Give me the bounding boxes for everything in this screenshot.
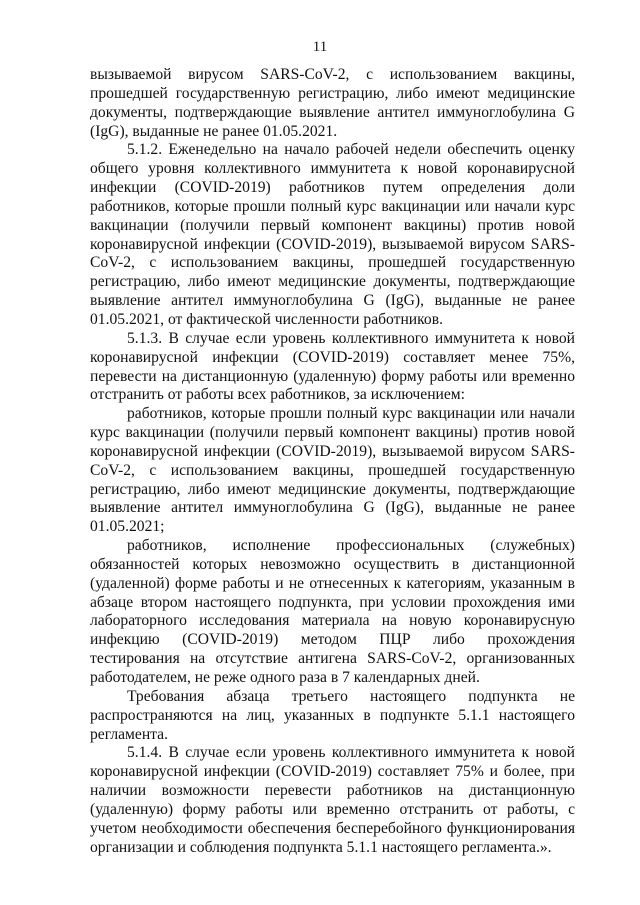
paragraph-5-1-2: 5.1.2. Еженедельно на начало рабочей недели обеспечить оценку общего уровня коллективного иммунитета к новой коронавирусной инфекции (COVID-2019) работников путем определения доли работников, которые прошли полный курс вакцинации или начали курс вакцинации (получили первый компонент вакцины) против новой коронавирусной инфекции (COVID-2019), вызываемой вирусом SARS-CoV-2, с использованием вакцины, прошедшей государственную регистрацию, либо имеют медицинские документы, подтверждающие выявление антител иммуноглобулина G (IgG), выданные не ранее 01.05.2021, от фактической численности работников. [90,141,575,328]
paragraph-exception-vaccinated: работников, которые прошли полный курс вакцинации или начали курс вакцинации (получили первый компонент вакцины) против новой коронавирусной инфекции (COVID-2019), вызываемой вирусом SARS-CoV-2, с использованием вакцины, прошедшей государственную регистрацию, либо имеют медицинские документы, подтверждающие выявление антител иммуноглобулина G (IgG), выданные не ранее 01.05.2021; [90,405,575,536]
paragraph-continuation: вызываемой вирусом SARS-CoV-2, с использованием вакцины, прошедшей государственную регистрацию, либо имеют медицинские документы, подтверждающие выявление антител иммуноглобулина G (IgG), выданные не ранее 01.05.2021. [90,66,575,140]
paragraph-5-1-4: 5.1.4. В случае если уровень коллективного иммунитета к новой коронавирусной инфекции (COVID-2019) составляет 75% и более, при наличии возможности перевести работников на дистанционную (удаленную) форму работы или временно отстранить от работы, с учетом необходимости обеспечения бесперебойного функционирования организации и соблюдения подпункта 5.1.1 настоящего регламента.». [90,744,575,856]
paragraph-exception-tested: работников, исполнение профессиональных (служебных) обязанностей которых невозможно осуществить в дистанционной (удаленной) форме работы и не отнесенных к категориям, указанным в абзаце втором настоящего подпункта, при условии прохождения ими лабораторного исследования материала на новую коронавирусную инфекцию (COVID-2019) методом ПЦР либо прохождения тестирования на отсутствие антигена SARS-CoV-2, организованных работодателем, не реже одного раза в 7 календарных дней. [90,537,575,686]
paragraph-requirements-note: Требования абзаца третьего настоящего подпункта не распространяются на лиц, указанных в подпункте 5.1.1 настоящего регламента. [90,687,575,743]
page-number: 11 [312,39,328,55]
document-body [90,66,575,857]
paragraph-5-1-3: 5.1.3. В случае если уровень коллективного иммунитета к новой коронавирусной инфекции (COVID-2019) составляет менее 75%, перевести на дистанционную (удаленную) форму работы или временно отстранить от работы всех работников, за исключением: [90,329,575,404]
